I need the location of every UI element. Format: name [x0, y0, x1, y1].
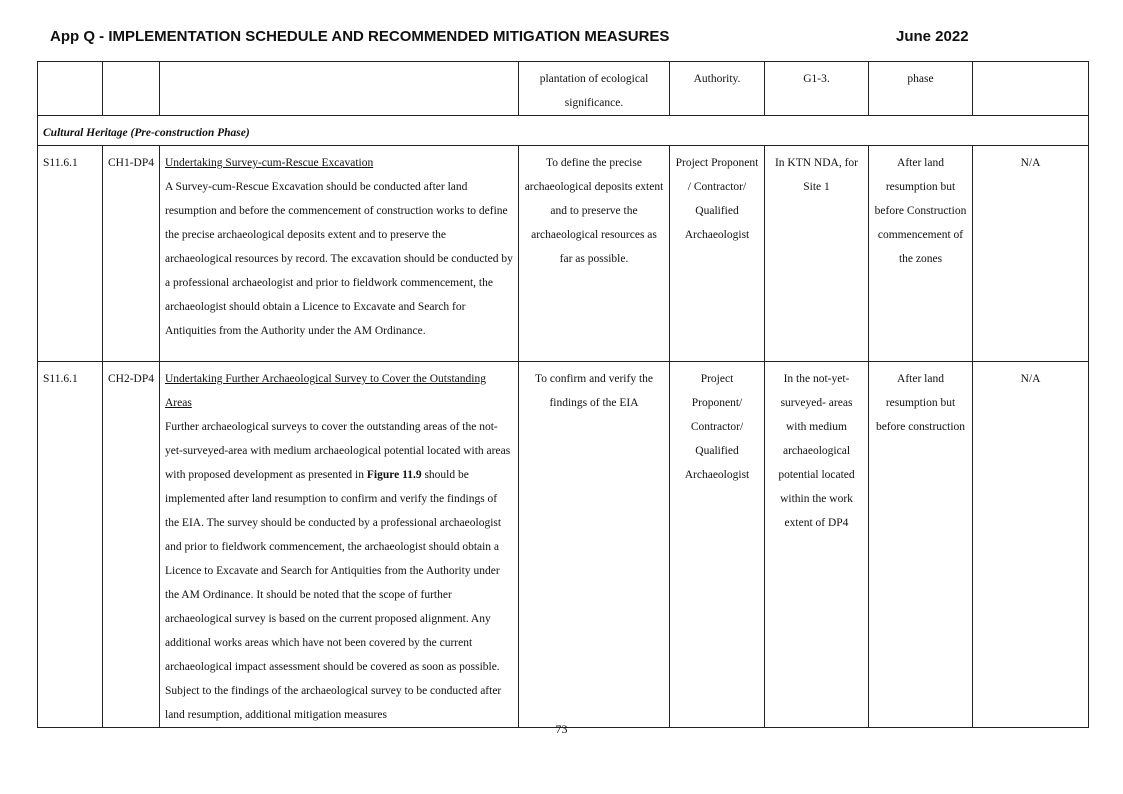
cell-location: In the not-yet-surveyed- areas with medium archaeological potential located within the work extent of DP4 — [765, 362, 869, 728]
cell-objective: To confirm and verify the findings of the EIA — [519, 362, 670, 728]
cell-ref: S11.6.1 — [38, 362, 103, 728]
section-row — [38, 116, 1089, 146]
page-number: 73 — [555, 722, 568, 736]
cell-when: phase — [869, 62, 973, 116]
cell-code: CH2-DP4 — [103, 362, 160, 728]
implementation-schedule-table — [37, 61, 1089, 728]
figure-reference: Figure 11.9 — [366, 469, 422, 481]
cell-ref: S11.6.1 — [38, 146, 103, 362]
section-heading: Cultural Heritage (Pre-construction Phase) — [38, 116, 1089, 146]
cell-who: Project Proponent / Contractor/ Qualified Archaeologist — [670, 146, 765, 362]
table-row — [38, 146, 1089, 362]
cell-location: G1-3. — [765, 62, 869, 116]
description-text: should be implemented after land resumption to confirm and verify the findings of the EIA. The survey should be conducted by a professional archaeologist and prior to fieldwork commencement, the archaeologist should obtain a Licence to Excavate and Search for Antiquities from the Authority under the AM Ordinance. It should be noted that the scope of further archaeological survey is based on the current proposed alignment. Any additional works areas which have not been covered by the current archaeological impact assessment should be covered as soon as possible. Subject to the findings of the archaeological survey to be conducted after land resumption, additional mitigation measures — [165, 469, 502, 721]
cell-who: Authority. — [670, 62, 765, 116]
cell-requirement: N/A — [973, 146, 1089, 362]
document-header-title: App Q - IMPLEMENTATION SCHEDULE AND RECOMMENDED MITIGATION MEASURES — [50, 28, 670, 45]
cell-description — [160, 146, 519, 362]
cell-ref — [38, 62, 103, 116]
cell-location: In KTN NDA, for Site 1 — [765, 146, 869, 362]
continued-row — [38, 62, 1089, 116]
measure-title: Undertaking Survey-cum-Rescue Excavation — [165, 157, 374, 169]
cell-who: Project Proponent/ Contractor/ Qualified Archaeologist — [670, 362, 765, 728]
measure-description — [165, 415, 513, 727]
measure-description: A Survey-cum-Rescue Excavation should be conducted after land resumption and before the commencement of construction works to define the precise archaeological deposits extent and to preserve the archaeological resources by record. The excavation should be conducted by a professional archaeologist and prior to fieldwork commencement, the archaeologist should obtain a Licence to Excavate and Search for Antiquities from the Authority under the AM Ordinance. — [165, 181, 513, 337]
cell-code: CH1-DP4 — [103, 146, 160, 362]
cell-description — [160, 62, 519, 116]
table-row — [38, 362, 1089, 728]
document-header-date: June 2022 — [896, 28, 969, 45]
cell-description — [160, 362, 519, 728]
description-text: Further archaeological surveys to cover the outstanding areas of the not-yet-surveyed-area with medium archaeological potential located with areas with proposed development as presented in — [165, 421, 511, 481]
measure-title: Undertaking Further Archaeological Survey to Cover the Outstanding Areas — [165, 373, 486, 409]
cell-requirement: N/A — [973, 362, 1089, 728]
cell-objective: plantation of ecological significance. — [519, 62, 670, 116]
cell-when: After land resumption but before construction — [869, 362, 973, 728]
cell-requirement — [973, 62, 1089, 116]
cell-objective: To define the precise archaeological deposits extent and to preserve the archaeological resources as far as possible. — [519, 146, 670, 362]
cell-when: After land resumption but before Construction commencement of the zones — [869, 146, 973, 362]
cell-code — [103, 62, 160, 116]
